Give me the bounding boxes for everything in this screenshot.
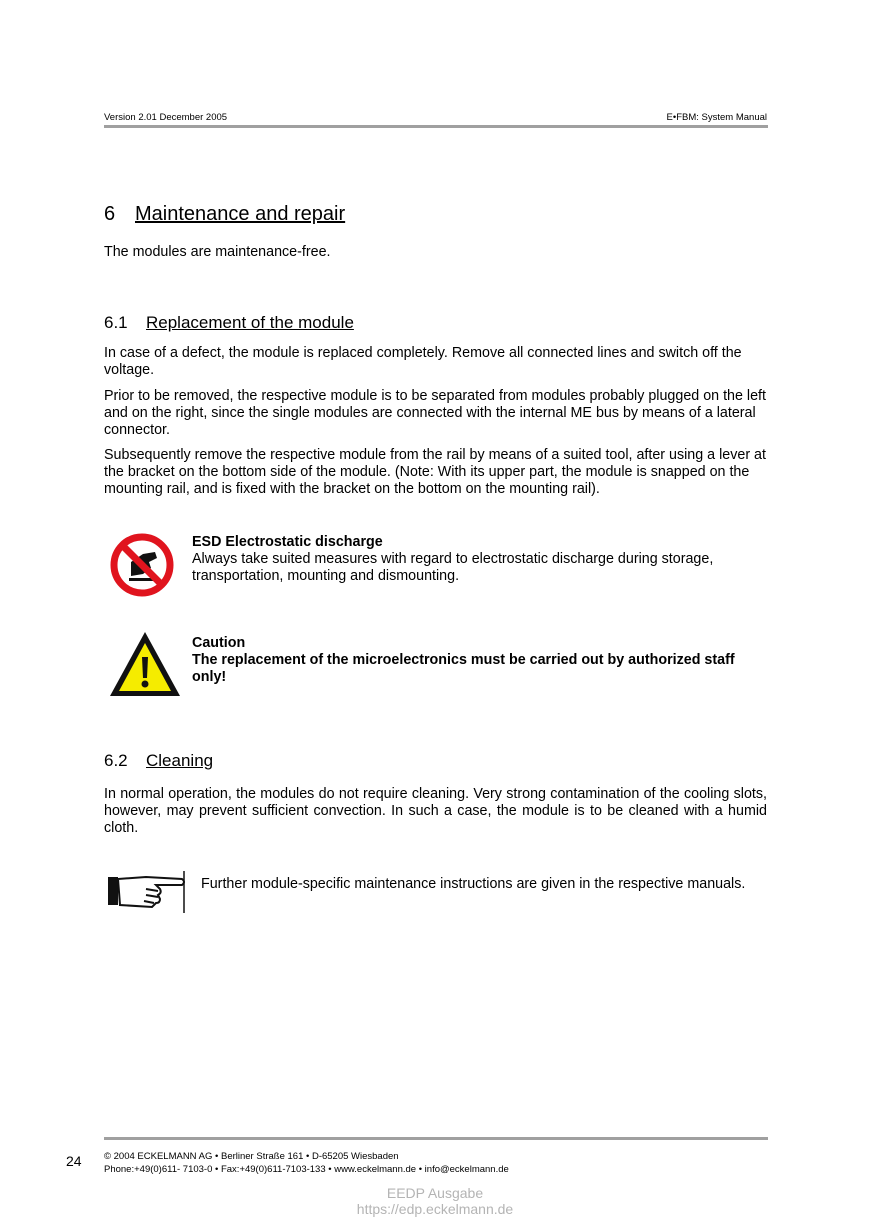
watermark [300,1185,570,1217]
section-title: Maintenance and repair [135,203,346,225]
section-6-intro: The modules are maintenance-free. [104,244,331,260]
esd-prohibition-icon [109,532,175,598]
section-number: 6.1 [104,313,128,332]
header-title: E•FBM: System Manual [666,112,767,123]
paragraph: In case of a defect, the module is replaced completely. Remove all connected lines and switch off the voltage. [104,345,742,378]
section-title: Replacement of the module [146,313,354,332]
section-6-2-heading [104,751,213,771]
watermark-url: https://edp.eckelmann.de [356,1201,514,1217]
watermark-line: EEDP Ausgabe [386,1185,484,1201]
paragraph: Prior to be removed, the respective module is to be separated from modules probably plugged on the left and on the right, since the single modules are connected with the internal ME bus by means of a lateral connector. [104,388,767,438]
note-text: Further module-specific maintenance instructions are given in the respective manuals. [201,876,746,892]
esd-notice [192,534,752,585]
header-version: Version 2.01 December 2005 [104,112,228,123]
caution-notice [192,635,762,686]
footer-rule [104,1137,768,1140]
section-6-heading [104,203,345,226]
esd-text: Always take suited measures with regard to electrostatic discharge during storage, transportation, mounting and dismounting. [192,551,714,584]
cleaning-paragraph: In normal operation, the modules do not require cleaning. Very strong contamination of the cooling slots, however, may prevent sufficient convection. In such a case, the module is to be cleaned with a humid cloth. [104,786,767,836]
footer-contact: Phone:+49(0)611- 7103-0 • Fax:+49(0)611-7103-133 • www.eckelmann.de • info@eckelmann.de [104,1164,509,1175]
pointing-hand-icon [106,871,186,913]
section-number: 6.2 [104,751,128,770]
caution-title: Caution [192,635,246,651]
header-rule [104,125,768,128]
caution-text: The replacement of the microelectronics must be carried out by authorized staff only! [192,652,735,685]
paragraph: Subsequently remove the respective module from the rail by means of a suited tool, after using a lever at the bracket on the bottom side of the module. (Note: With its upper part, the module is snapped on the mounting rail, and is fixed with the bracket on the bottom on the mounting rail). [104,447,766,497]
page-number: 24 [66,1153,82,1169]
esd-title: ESD Electrostatic discharge [192,534,383,550]
section-6-1-heading [104,313,354,333]
section-title: Cleaning [146,751,214,770]
footer-address: © 2004 ECKELMANN AG • Berliner Straße 161 • D-65205 Wiesbaden [104,1151,399,1162]
warning-triangle-icon [108,630,182,698]
section-number: 6 [104,203,116,225]
